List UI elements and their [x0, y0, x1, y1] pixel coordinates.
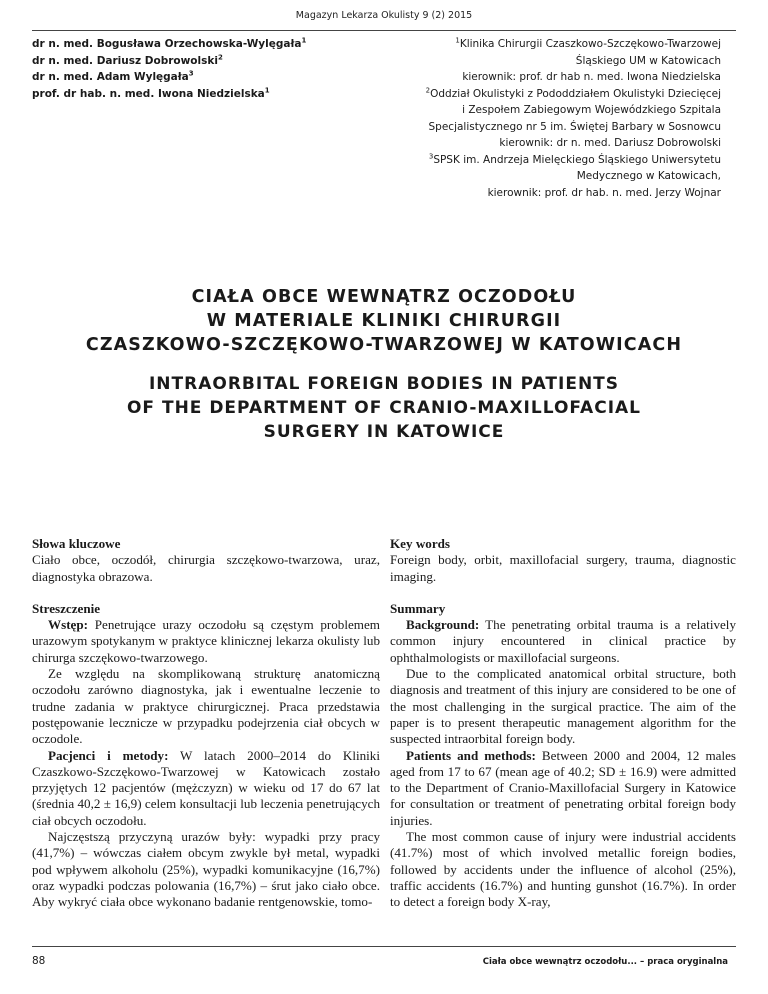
summary-paragraph: Najczęstszą przyczyną urazów były: wypadki przy pracy (41,7%) – wówczas ciałem obcym zwykle był metal, wypadki pod wpływem alkoholu (25%), wypadki komunikacyjne (16,7%) oraz wypadki podczas polowania (16,7%) – śrut jako ciało obce. Aby wykryć ciała obce wykonano badanie rentgenowskie, tomo-: [32, 829, 380, 910]
affiliation-line: Medycznego w Katowicach,: [576, 170, 721, 182]
affiliation-line: kierownik: prof. dr hab. n. med. Jerzy Wojnar: [487, 186, 721, 199]
author: prof. dr hab. n. med. Iwona Niedzielska$^1$: [32, 86, 270, 100]
keywords-heading: Słowa kluczowe: [32, 536, 121, 551]
author: dr n. med. Dariusz Dobrowolski$^2$: [32, 53, 223, 67]
page-number: 88: [32, 955, 46, 967]
summary-paragraph: Pacjenci i metody: W latach 2000–2014 do Kliniki Czaszkowo-Szczękowo-Twarzowej w Katowicach zostało przyjętych 12 pacjentów (mężczyzn) w wieku od 17 do 67 lat (średnia 40,2 ± 16,9) celem konsultacji lub leczenia penetrujących ciał obcych oczodołu.: [32, 747, 380, 828]
affiliation-line: $^2$Oddział Okulistyki z Pododdziałem Okulistyki Dziecięcej: [425, 86, 721, 100]
title-line: INTRAORBITAL FOREIGN BODIES IN PATIENTS: [148, 374, 620, 394]
author: dr n. med. Bogusława Orzechowska-Wylęgała$^1$: [32, 36, 307, 50]
title-line: CIAŁA OBCE WEWNĄTRZ OCZODOŁU: [191, 287, 577, 307]
summary-paragraph: Ze względu na skomplikowaną strukturę anatomiczną oczodołu zarówno diagnostyka, jak i ewentualne leczenie to trudne zadania w praktyce chirurgicznej. Praca przedstawia postępowanie lecznicze w przypadku podejrzenia ciał obcych w oczodole.: [32, 666, 380, 747]
keywords-text: Foreign body, orbit, maxillofacial surgery, trauma, diagnostic imaging.: [390, 552, 736, 584]
affiliation-line: $^3$SPSK im. Andrzeja Mielęckiego Śląskiego Uniwersytetu: [428, 152, 721, 166]
summary-heading: Summary: [390, 600, 446, 616]
title-line: CZASZKOWO-SZCZĘKOWO-TWARZOWEJ W KATOWICACH: [85, 335, 683, 355]
title-line: OF THE DEPARTMENT OF CRANIO-MAXILLOFACIAL: [126, 398, 642, 418]
affiliation-list: [361, 36, 721, 201]
affiliation-line: Śląskiego UM w Katowicach: [575, 54, 721, 67]
keywords-text: Ciało obce, oczodół, chirurgia szczękowo-twarzowa, uraz, diagnostyka obrazowa.: [32, 552, 380, 584]
affiliation-line: kierownik: prof. dr hab n. med. Iwona Niedzielska: [462, 71, 721, 83]
summary-paragraph: Due to the complicated anatomical orbital structure, both diagnosis and treatment of this injury are considered to be one of the most challenging in the surgical practice. The aim of the paper is to present therapeutic management algorithm for the suspected intraorbital foreign body.: [390, 666, 736, 747]
title-english: [0, 372, 768, 444]
affiliation-line: Specjalistycznego nr 5 im. Świętej Barbary w Sosnowcu: [428, 120, 721, 133]
summary-paragraph: Patients and methods: Between 2000 and 2004, 12 males aged from 17 to 67 (mean age of 40.2; SD ± 16.9) were admitted to the Department of Cranio-Maxillofacial Surgery in Katowice for consultation or treatment of penetrating orbital foreign body injuries.: [390, 747, 736, 828]
author-list: [32, 36, 362, 102]
title-polish: [0, 285, 768, 357]
title-line: W MATERIALE KLINIKI CHIRURGII: [206, 311, 562, 331]
header-rule: [32, 30, 736, 31]
author: dr n. med. Adam Wylęgała$^3$: [32, 69, 194, 83]
keywords-heading: Key words: [390, 536, 451, 551]
polish-column: [32, 536, 380, 911]
running-footer-title: Ciała obce wewnątrz oczodołu... – praca oryginalna: [482, 957, 728, 967]
summary-paragraph: The most common cause of injury were industrial accidents (41.7%) most of which involved metallic foreign bodies, followed by accidents under the influence of alcohol (25%), traffic accidents (16.7%) and hunting gunshot (16.7%). In order to detect a foreign body X-ray,: [390, 829, 736, 910]
summary-heading: Streszczenie: [32, 600, 101, 616]
affiliation-line: i Zespołem Zabiegowym Wojewódzkiego Szpitala: [462, 104, 721, 116]
affiliation-line: $^1$Klinika Chirurgii Czaszkowo-Szczękowo-Twarzowej: [455, 36, 721, 50]
footer-rule: [32, 946, 736, 947]
summary-paragraph: Background: The penetrating orbital trauma is a relatively common injury encountered in clinical practice by ophthalmologists or maxillofacial surgeons.: [390, 617, 736, 665]
affiliation-line: kierownik: dr n. med. Dariusz Dobrowolski: [499, 137, 721, 149]
title-line: SURGERY IN KATOWICE: [263, 422, 505, 442]
english-column: [390, 536, 736, 911]
journal-header: Magazyn Lekarza Okulisty 9 (2) 2015: [295, 10, 473, 21]
summary-paragraph: Wstęp: Penetrujące urazy oczodołu są częstym problemem urazowym spotykanym w praktyce klinicznej lekarza okulisty lub chirurga szczękowo-twarzowego.: [32, 617, 380, 665]
